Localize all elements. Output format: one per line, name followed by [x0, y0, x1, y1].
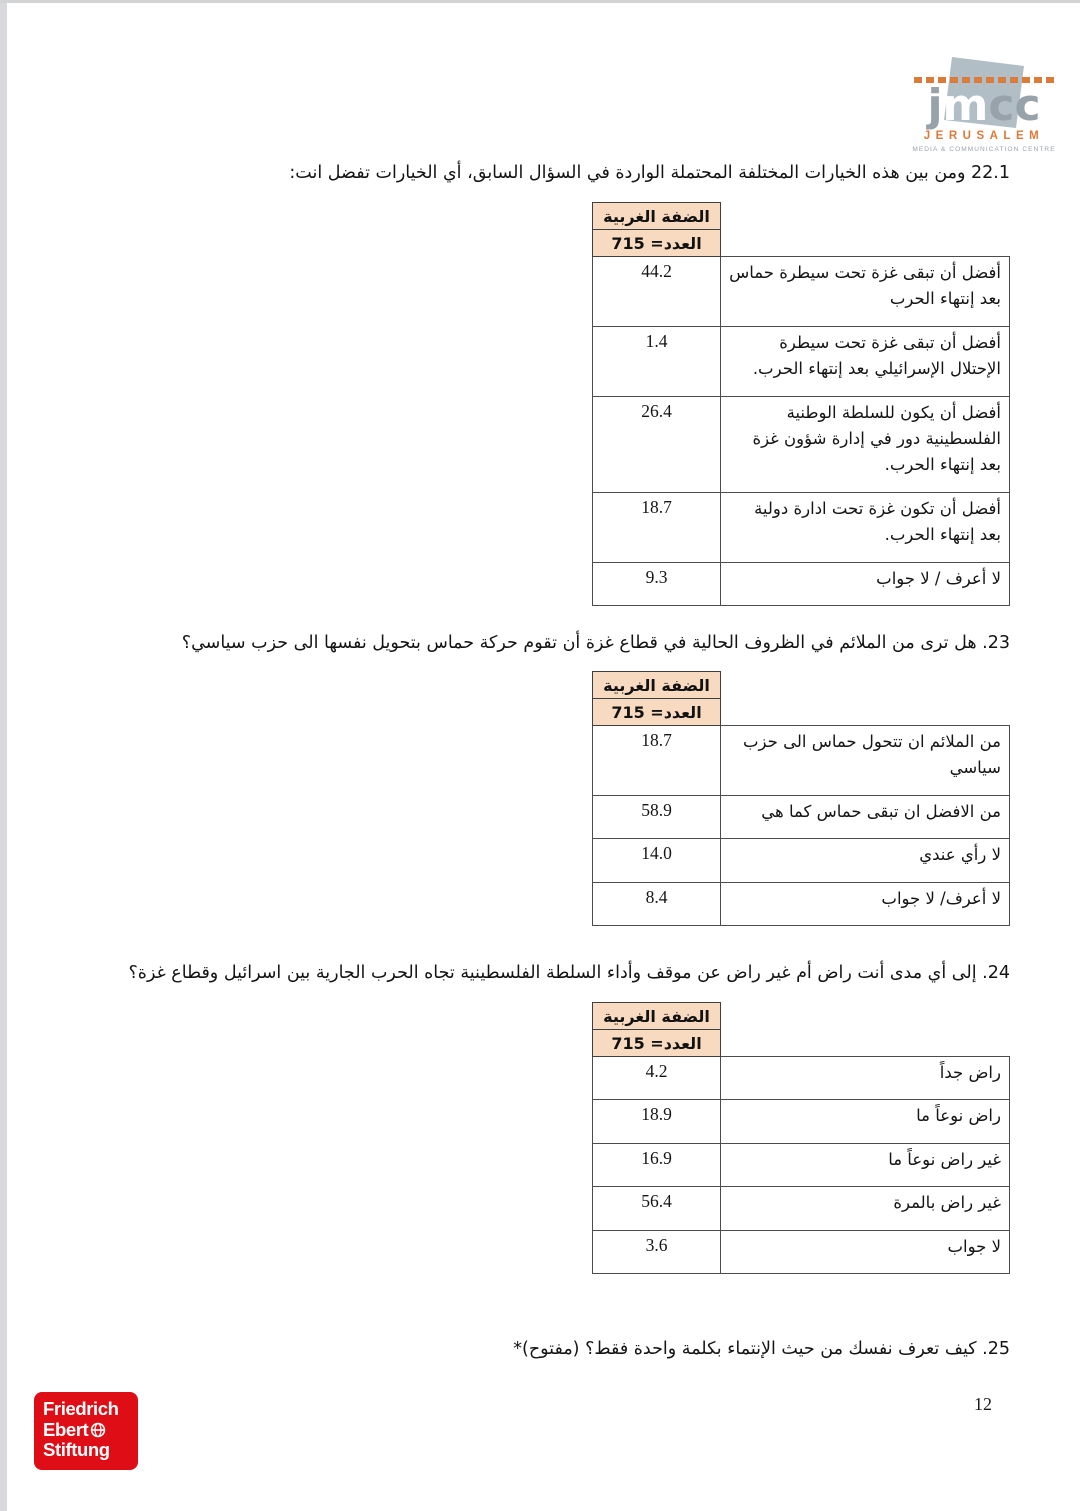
fes-line-2 — [43, 1420, 138, 1441]
fes-friedrich-text: Friedrich — [43, 1398, 119, 1419]
answer-label-cell: راض جداً — [721, 1057, 1010, 1100]
results-table-q24 — [592, 1002, 1010, 1274]
results-table-q23 — [592, 671, 1010, 926]
table-row — [593, 1143, 1010, 1186]
question-23-text: 23. هل ترى من الملائم في الظروف الحالية في قطاع غزة أن تقوم حركة حماس بتحويل نفسها الى حزب سياسي؟ — [181, 633, 1010, 653]
table-header-row — [593, 672, 1010, 699]
jmcc-wordmark: jmcc — [927, 80, 1041, 131]
fes-ebert-text: Ebert — [43, 1418, 89, 1440]
table-header-row — [593, 1003, 1010, 1030]
percentage-value-cell: 8.4 — [593, 882, 721, 925]
table-row — [593, 257, 1010, 327]
table-row — [593, 326, 1010, 396]
question-22-1-text: 22.1 ومن بين هذه الخيارات المختلفة المحتملة الواردة في السؤال السابق، أي الخيارات تفضل انت: — [289, 163, 1010, 183]
percentage-value-cell: 9.3 — [593, 562, 721, 605]
table-header-row — [593, 1030, 1010, 1057]
answer-label-cell: لا جواب — [721, 1230, 1010, 1273]
count-header-cell: العدد= 715 — [593, 230, 721, 257]
empty-header-cell — [721, 1030, 1010, 1057]
answer-label-cell: أفضل أن تكون غزة تحت ادارة دولية بعد إنتهاء الحرب. — [721, 492, 1010, 562]
results-table-q22-1 — [592, 202, 1010, 606]
table-header-row — [593, 230, 1010, 257]
table-row — [593, 396, 1010, 492]
percentage-value-cell: 44.2 — [593, 257, 721, 327]
answer-label-cell: لا أعرف / لا جواب — [721, 562, 1010, 605]
answer-label-cell: أفضل أن تبقى غزة تحت سيطرة حماس بعد إنتهاء الحرب — [721, 257, 1010, 327]
percentage-value-cell: 18.7 — [593, 492, 721, 562]
table-row — [593, 1057, 1010, 1100]
region-header-cell: الضفة الغربية — [593, 1003, 721, 1030]
percentage-value-cell: 56.4 — [593, 1187, 721, 1230]
region-header-cell: الضفة الغربية — [593, 203, 721, 230]
table-row — [593, 1100, 1010, 1143]
fes-globe-icon — [90, 1422, 106, 1438]
answer-label-cell: غير راض بالمرة — [721, 1187, 1010, 1230]
percentage-value-cell: 58.9 — [593, 795, 721, 838]
empty-header-cell — [721, 203, 1010, 230]
table-row — [593, 1187, 1010, 1230]
percentage-value-cell: 16.9 — [593, 1143, 721, 1186]
jmcc-jerusalem-text: JERUSALEM — [923, 130, 1045, 142]
table-header-row — [593, 203, 1010, 230]
jmcc-subtitle-text: MEDIA & COMMUNICATION CENTRE — [912, 146, 1056, 153]
percentage-value-cell: 14.0 — [593, 839, 721, 882]
percentage-value-cell: 18.9 — [593, 1100, 721, 1143]
answer-label-cell: أفضل أن يكون للسلطة الوطنية الفلسطينية دور في إدارة شؤون غزة بعد إنتهاء الحرب. — [721, 396, 1010, 492]
percentage-value-cell: 26.4 — [593, 396, 721, 492]
table-row — [593, 1230, 1010, 1273]
empty-header-cell — [721, 699, 1010, 726]
table-row — [593, 562, 1010, 605]
answer-label-cell: من الافضل ان تبقى حماس كما هي — [721, 795, 1010, 838]
percentage-value-cell: 4.2 — [593, 1057, 721, 1100]
answer-label-cell: راض نوعاً ما — [721, 1100, 1010, 1143]
fes-logo — [34, 1392, 138, 1470]
count-header-cell: العدد= 715 — [593, 1030, 721, 1057]
jmcc-logo-graphic — [900, 56, 1068, 162]
scan-edge-left — [0, 0, 7, 1511]
question-25-text: 25. كيف تعرف نفسك من حيث الإنتماء بكلمة واحدة فقط؟ (مفتوح)* — [513, 1339, 1010, 1359]
empty-header-cell — [721, 672, 1010, 699]
percentage-value-cell: 3.6 — [593, 1230, 721, 1273]
fes-stiftung-text: Stiftung — [43, 1439, 110, 1461]
answer-label-cell: أفضل أن تبقى غزة تحت سيطرة الإحتلال الإسرائيلي بعد إنتهاء الحرب. — [721, 326, 1010, 396]
percentage-value-cell: 18.7 — [593, 726, 721, 796]
empty-header-cell — [721, 1003, 1010, 1030]
scan-edge-top — [0, 0, 1080, 3]
answer-label-cell: لا رأي عندي — [721, 839, 1010, 882]
table-row — [593, 492, 1010, 562]
count-header-cell: العدد= 715 — [593, 699, 721, 726]
jmcc-logo — [900, 56, 1068, 162]
empty-header-cell — [721, 230, 1010, 257]
percentage-value-cell: 1.4 — [593, 326, 721, 396]
answer-label-cell: لا أعرف/ لا جواب — [721, 882, 1010, 925]
answer-label-cell: من الملائم ان تتحول حماس الى حزب سياسي — [721, 726, 1010, 796]
fes-line-1 — [43, 1399, 138, 1420]
table-row — [593, 839, 1010, 882]
table-header-row — [593, 699, 1010, 726]
answer-label-cell: غير راض نوعاً ما — [721, 1143, 1010, 1186]
region-header-cell: الضفة الغربية — [593, 672, 721, 699]
page-number: 12 — [974, 1394, 992, 1414]
fes-line-3 — [43, 1440, 138, 1461]
table-row — [593, 882, 1010, 925]
question-24-text: 24. إلى أي مدى أنت راض أم غير راض عن موقف وأداء السلطة الفلسطينية تجاه الحرب الجارية بين اسرائيل وقطاع غزة؟ — [128, 963, 1010, 983]
table-row — [593, 726, 1010, 796]
table-row — [593, 795, 1010, 838]
